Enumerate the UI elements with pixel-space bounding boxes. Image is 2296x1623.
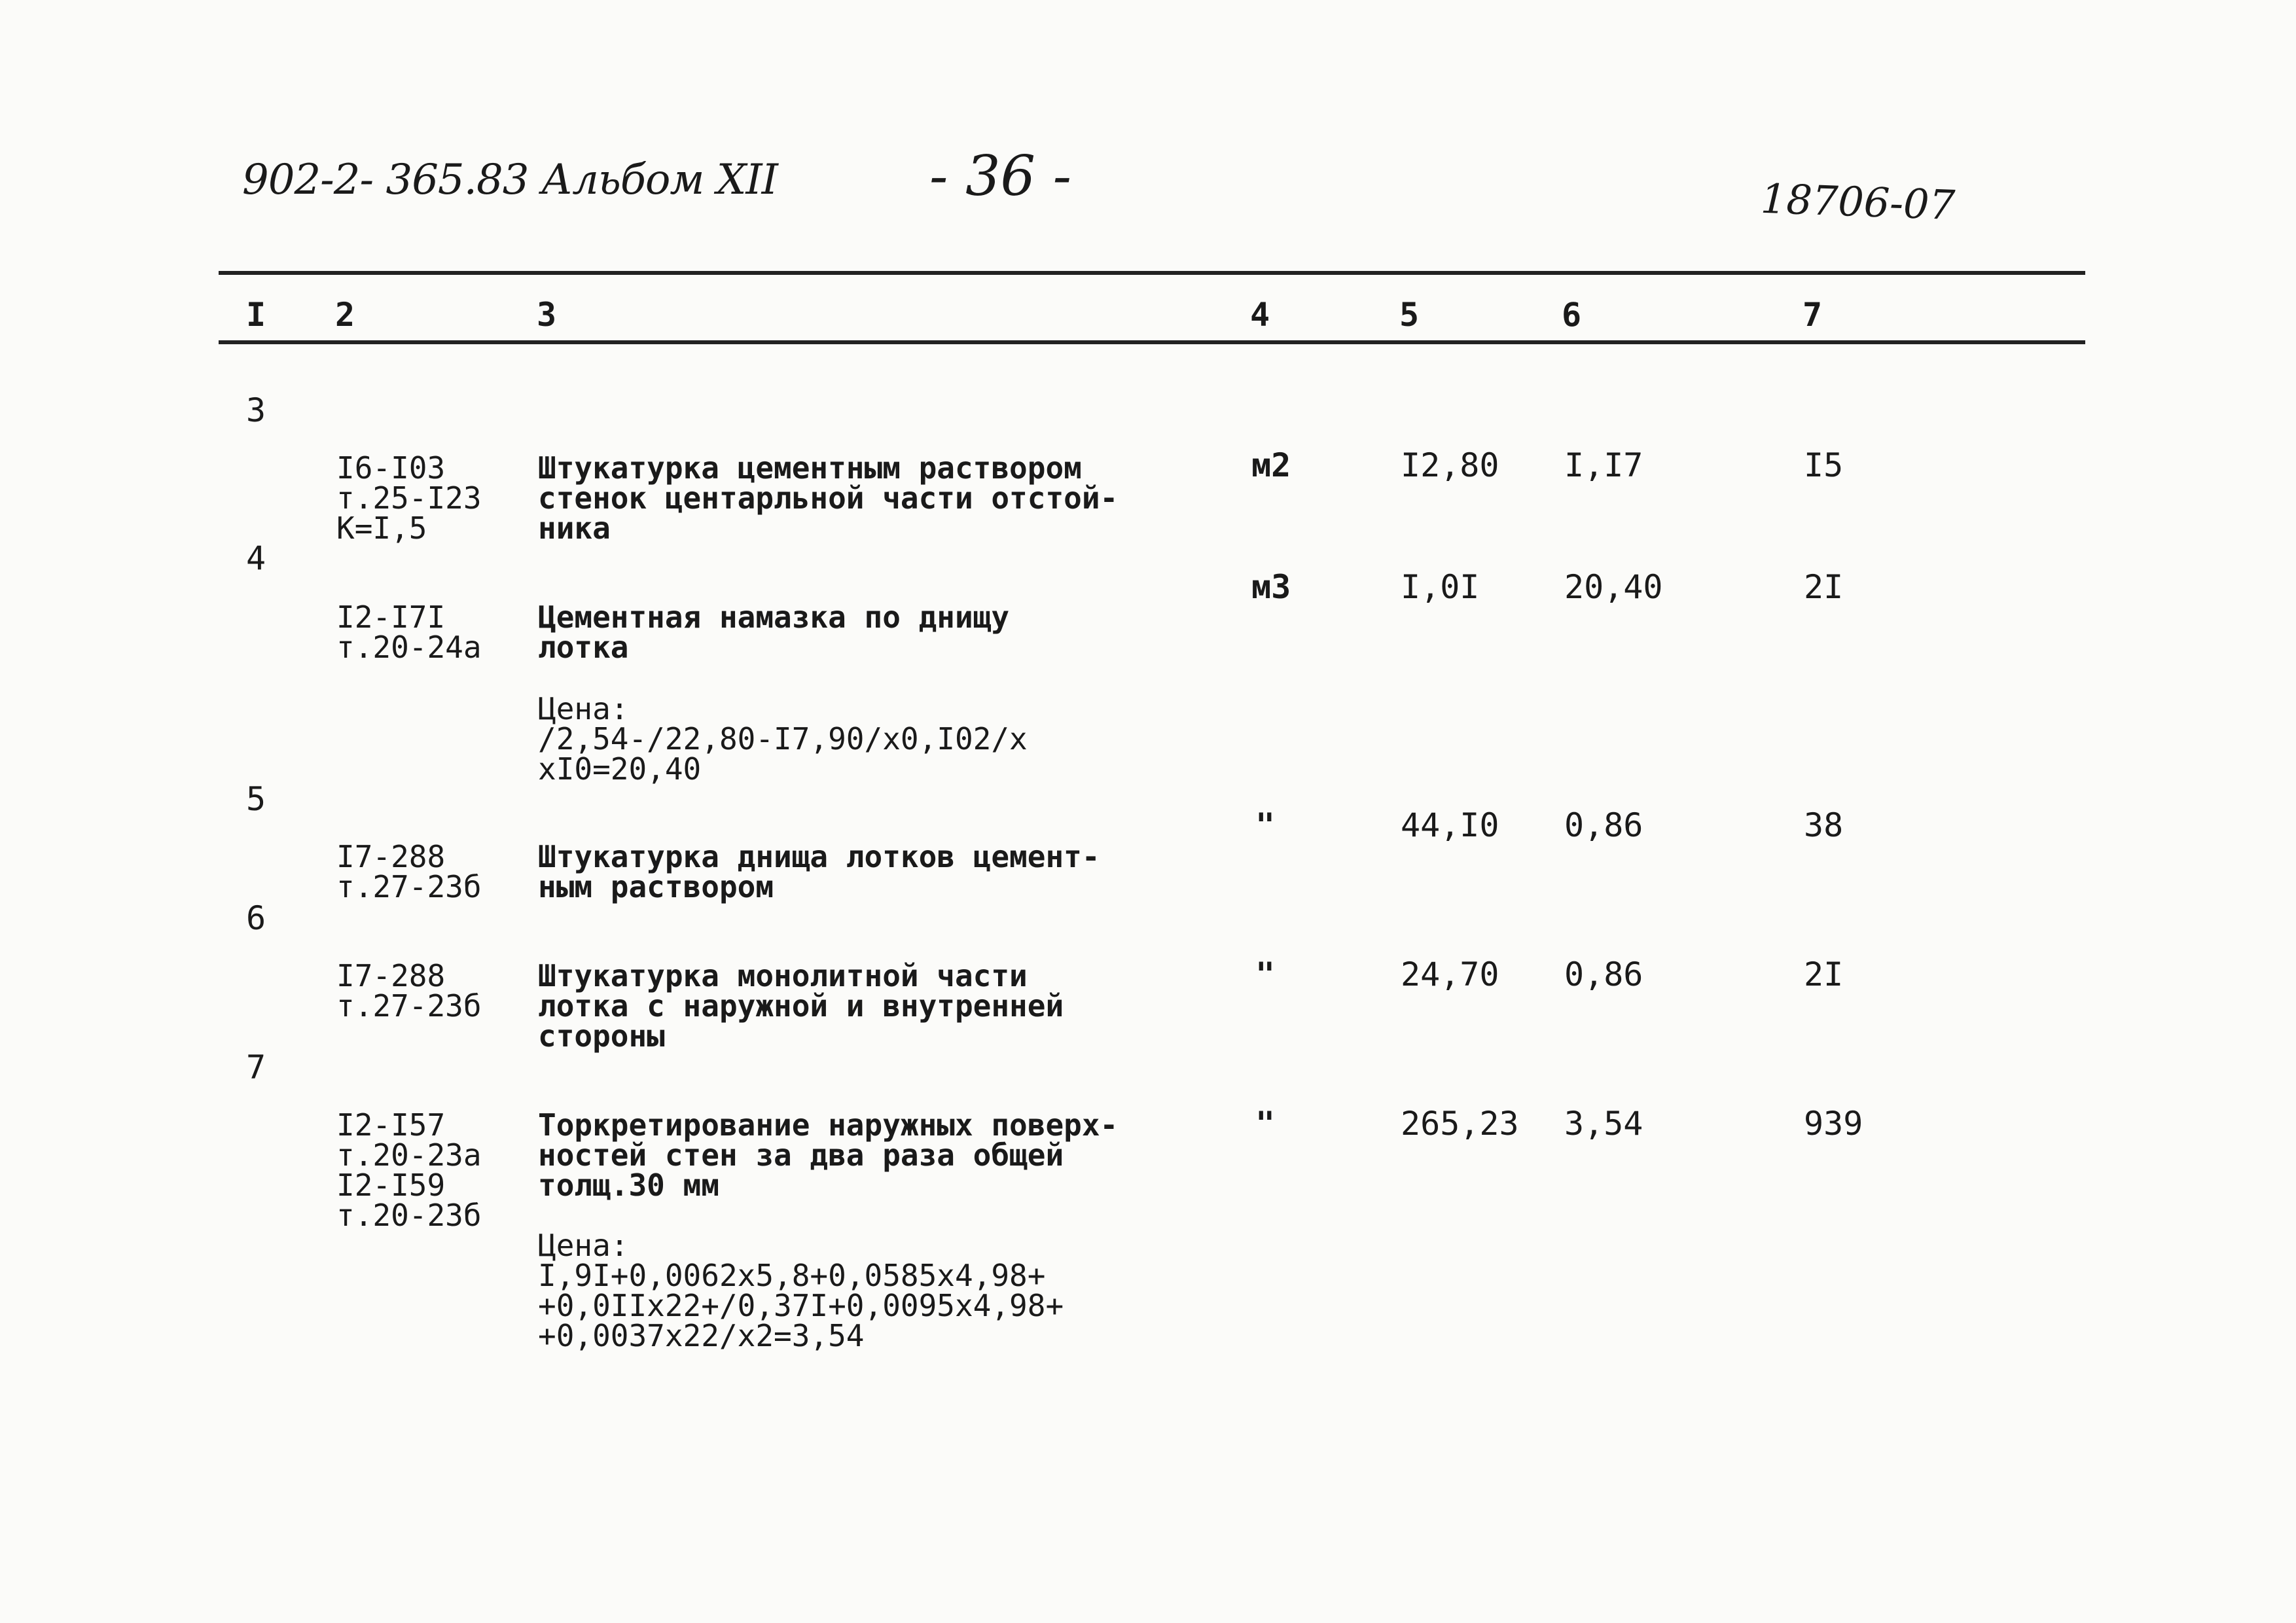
unit-ditto-mark: " (1255, 806, 1276, 844)
total-cost: 939 (1804, 1105, 1863, 1143)
unit-price: I,I7 (1564, 446, 1643, 484)
work-description: Штукатурка днища лотков цемент- ным раствором (538, 839, 1100, 904)
column-header-5: 5 (1399, 296, 1420, 334)
norm-code: I2-I7I т.20-24а (336, 599, 482, 665)
row-number: 3 (246, 391, 266, 429)
work-description: Штукатурка монолитной части лотка с наружной и внутренней стороны (538, 958, 1064, 1054)
row-number: 6 (246, 899, 266, 937)
row-number: 5 (246, 780, 266, 818)
table-top-rule (219, 271, 2085, 275)
unit-price: 3,54 (1564, 1105, 1643, 1143)
price-calculation-note: Цена: /2,54-/22,80-I7,90/х0,I02/х хI0=20,40 (538, 691, 1028, 787)
unit-ditto-mark: " (1255, 1105, 1276, 1143)
row-number: 4 (246, 539, 266, 577)
total-cost: 38 (1804, 806, 1844, 844)
quantity: 24,70 (1401, 955, 1499, 993)
column-header-4: 4 (1250, 296, 1270, 334)
norm-code: I7-288 т.27-23б (336, 958, 482, 1024)
page-number: - 36 - (929, 144, 1072, 208)
quantity: 44,I0 (1401, 806, 1499, 844)
unit-price: 20,40 (1564, 568, 1663, 606)
quantity: I,0I (1401, 568, 1480, 606)
total-cost: I5 (1804, 446, 1844, 484)
row-number: 7 (246, 1048, 266, 1086)
column-header-3: 3 (537, 296, 557, 334)
column-header-2: 2 (335, 296, 355, 334)
table-header-rule (219, 340, 2085, 344)
norm-code: I2-I57 т.20-23а I2-I59 т.20-23б (336, 1107, 482, 1233)
total-cost: 2I (1804, 955, 1844, 993)
unit: м3 (1251, 568, 1291, 606)
norm-code: I7-288 т.27-23б (336, 839, 482, 904)
column-header-1: I (246, 296, 266, 334)
norm-code: I6-I03 т.25-I23 К=I,5 (336, 450, 482, 546)
unit-price: 0,86 (1564, 955, 1643, 993)
total-cost: 2I (1804, 568, 1844, 606)
document-id: 18706-07 (1759, 174, 1956, 230)
column-header-6: 6 (1562, 296, 1582, 334)
quantity: 265,23 (1401, 1105, 1519, 1143)
work-description: Штукатурка цементным раствором стенок центарльной части отстой- ника (538, 450, 1119, 546)
quantity: I2,80 (1401, 446, 1499, 484)
work-description: Торкретирование наружных поверх- ностей стен за два раза общей толщ.30 мм (538, 1107, 1119, 1203)
unit-price: 0,86 (1564, 806, 1643, 844)
price-calculation-note: Цена: I,9I+0,0062х5,8+0,0585х4,98+ +0,0IIх22+/0,37I+0,0095х4,98+ +0,0037х22/х2=3,54 (538, 1228, 1064, 1353)
document-code: 902-2- 365.83 Альбом XII (242, 156, 778, 204)
work-description: Цементная намазка по днищу лотка (538, 599, 1010, 665)
unit-ditto-mark: " (1255, 955, 1276, 993)
column-header-7: 7 (1803, 296, 1823, 334)
unit: м2 (1251, 446, 1291, 484)
